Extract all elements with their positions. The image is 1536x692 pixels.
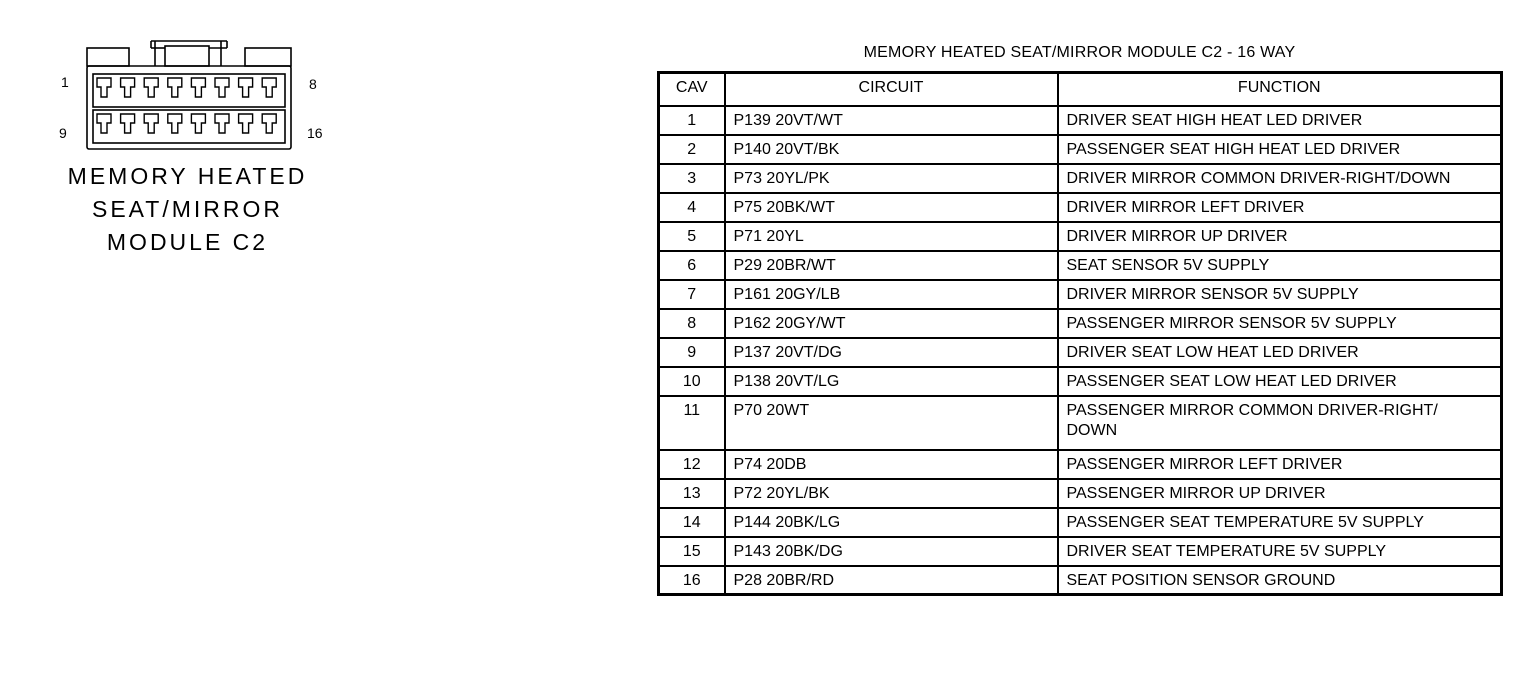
- cav-cell: 15: [659, 537, 725, 566]
- header-cav: CAV: [659, 73, 725, 106]
- header-circuit: CIRCUIT: [725, 73, 1058, 106]
- circuit-cell: P138 20VT/LG: [725, 367, 1058, 396]
- function-cell: DRIVER MIRROR UP DRIVER: [1058, 222, 1502, 251]
- pin-label-top-left: 1: [61, 74, 69, 90]
- circuit-cell: P70 20WT: [725, 396, 1058, 450]
- circuit-cell: P139 20VT/WT: [725, 106, 1058, 135]
- circuit-cell: P74 20DB: [725, 450, 1058, 479]
- connector-caption-line: MODULE C2: [106, 229, 269, 255]
- function-cell: PASSENGER MIRROR UP DRIVER: [1058, 479, 1502, 508]
- connector-pin-terminal: [168, 114, 182, 133]
- connector-pin-terminal: [262, 114, 276, 133]
- connector-pin-terminal: [215, 114, 229, 133]
- connector-pin-row-top: [93, 74, 285, 107]
- pin-label-bottom-right: 16: [307, 125, 323, 141]
- table-row: [659, 251, 1502, 280]
- connector-pin-terminal: [168, 78, 182, 97]
- circuit-cell: P144 20BK/LG: [725, 508, 1058, 537]
- cav-cell: 7: [659, 280, 725, 309]
- cav-cell: 9: [659, 338, 725, 367]
- connector-pin-terminal: [121, 78, 135, 97]
- cav-cell: 8: [659, 309, 725, 338]
- connector-pin-terminal: [144, 78, 158, 97]
- cav-cell: 1: [659, 106, 725, 135]
- table-row: [659, 164, 1502, 193]
- cav-cell: 10: [659, 367, 725, 396]
- connector-face-diagram: [55, 38, 315, 153]
- function-cell: PASSENGER SEAT TEMPERATURE 5V SUPPLY: [1058, 508, 1502, 537]
- function-cell: DRIVER SEAT LOW HEAT LED DRIVER: [1058, 338, 1502, 367]
- function-cell: DRIVER SEAT HIGH HEAT LED DRIVER: [1058, 106, 1502, 135]
- cav-cell: 5: [659, 222, 725, 251]
- connector-pin-terminal: [191, 114, 205, 133]
- function-cell: DRIVER MIRROR SENSOR 5V SUPPLY: [1058, 280, 1502, 309]
- table-row: [659, 309, 1502, 338]
- function-cell: DRIVER MIRROR LEFT DRIVER: [1058, 193, 1502, 222]
- function-cell: DRIVER SEAT TEMPERATURE 5V SUPPLY: [1058, 537, 1502, 566]
- function-cell: SEAT POSITION SENSOR GROUND: [1058, 566, 1502, 595]
- connector-latch: [165, 46, 209, 66]
- cav-cell: 3: [659, 164, 725, 193]
- cav-cell: 12: [659, 450, 725, 479]
- connector-pin-terminal: [144, 114, 158, 133]
- connector-caption: [60, 160, 315, 259]
- connector-pin-terminal: [121, 114, 135, 133]
- table-row: [659, 280, 1502, 309]
- circuit-cell: P162 20GY/WT: [725, 309, 1058, 338]
- connector-right-tab: [245, 48, 291, 66]
- table-title: MEMORY HEATED SEAT/MIRROR MODULE C2 - 16 WAY: [863, 44, 1296, 61]
- circuit-cell: P75 20BK/WT: [725, 193, 1058, 222]
- pin-label-top-right: 8: [309, 76, 317, 92]
- connector-pin-terminal: [215, 78, 229, 97]
- connector-caption-line: SEAT/MIRROR: [91, 196, 284, 222]
- cav-cell: 14: [659, 508, 725, 537]
- cav-cell: 13: [659, 479, 725, 508]
- connector-pin-terminal: [97, 78, 111, 97]
- connector-pin-terminal: [262, 78, 276, 97]
- table-row: [659, 222, 1502, 251]
- cav-cell: 2: [659, 135, 725, 164]
- table-row: [659, 193, 1502, 222]
- table-row: [659, 367, 1502, 396]
- circuit-cell: P29 20BR/WT: [725, 251, 1058, 280]
- table-row: [659, 537, 1502, 566]
- circuit-cell: P73 20YL/PK: [725, 164, 1058, 193]
- connector-pin-row-bottom: [93, 110, 285, 143]
- circuit-cell: P140 20VT/BK: [725, 135, 1058, 164]
- table-body: [659, 106, 1502, 595]
- circuit-cell: P72 20YL/BK: [725, 479, 1058, 508]
- circuit-cell: P137 20VT/DG: [725, 338, 1058, 367]
- circuit-cell: P28 20BR/RD: [725, 566, 1058, 595]
- connector-pin-terminal: [239, 114, 253, 133]
- cav-cell: 11: [659, 396, 725, 450]
- table-header-row: [659, 73, 1502, 106]
- connector-caption-line: MEMORY HEATED: [67, 163, 308, 189]
- table-row: [659, 396, 1502, 450]
- function-cell: PASSENGER MIRROR COMMON DRIVER-RIGHT/ DOWN: [1058, 396, 1502, 450]
- function-cell: DRIVER MIRROR COMMON DRIVER-RIGHT/DOWN: [1058, 164, 1502, 193]
- circuit-cell: P143 20BK/DG: [725, 537, 1058, 566]
- pin-label-bottom-left: 9: [59, 125, 67, 141]
- connector-pin-terminal: [97, 114, 111, 133]
- function-cell: PASSENGER MIRROR LEFT DRIVER: [1058, 450, 1502, 479]
- pinout-table: [657, 71, 1503, 596]
- circuit-cell: P71 20YL: [725, 222, 1058, 251]
- table-row: [659, 566, 1502, 595]
- cav-cell: 4: [659, 193, 725, 222]
- connector-left-tab: [87, 48, 129, 66]
- header-function: FUNCTION: [1058, 73, 1502, 106]
- cav-cell: 6: [659, 251, 725, 280]
- cav-cell: 16: [659, 566, 725, 595]
- function-cell: SEAT SENSOR 5V SUPPLY: [1058, 251, 1502, 280]
- table-row: [659, 450, 1502, 479]
- table-row: [659, 135, 1502, 164]
- table-row: [659, 479, 1502, 508]
- table-row: [659, 106, 1502, 135]
- table-row: [659, 338, 1502, 367]
- connector-pin-terminal: [239, 78, 253, 97]
- function-cell: PASSENGER SEAT HIGH HEAT LED DRIVER: [1058, 135, 1502, 164]
- function-cell: PASSENGER SEAT LOW HEAT LED DRIVER: [1058, 367, 1502, 396]
- table-row: [659, 508, 1502, 537]
- function-cell: PASSENGER MIRROR SENSOR 5V SUPPLY: [1058, 309, 1502, 338]
- circuit-cell: P161 20GY/LB: [725, 280, 1058, 309]
- connector-pin-terminal: [191, 78, 205, 97]
